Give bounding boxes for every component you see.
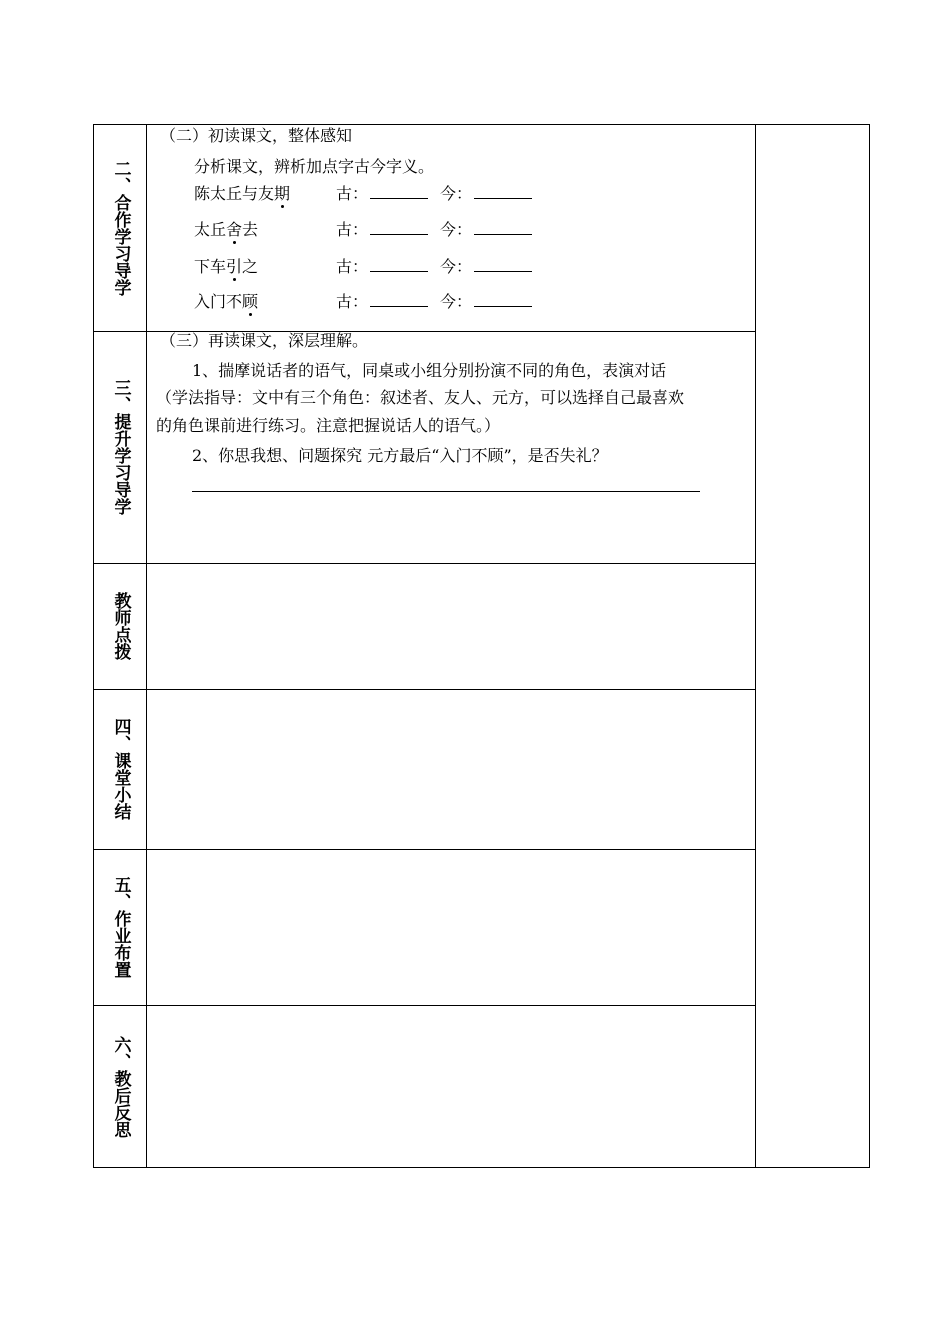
section-label-summary: 四、课堂小结 [110, 718, 131, 820]
vocab-item: 陈太丘与友期 古： 今： [194, 184, 532, 203]
modern-blank[interactable] [474, 257, 532, 272]
section-label-teacher-guidance: 教师点拨 [110, 592, 131, 660]
ancient-blank[interactable] [370, 292, 428, 307]
modern-label: 今： [440, 257, 473, 276]
answer-line[interactable] [192, 491, 700, 492]
lesson-plan-table [93, 124, 870, 1168]
vocab-item: 太丘舍去 古： 今： [194, 220, 532, 239]
vocab-item: 入门不顾 古： 今： [194, 292, 532, 311]
section3-guidance: （学法指导：文中有三个角色：叙述者、友人、元方，可以选择自己最喜欢 [156, 388, 685, 407]
section-label-homework: 五、作业布置 [110, 876, 131, 978]
notes-column[interactable] [756, 125, 869, 1167]
dotted-char: 顾 [242, 292, 259, 311]
ancient-blank[interactable] [370, 257, 428, 272]
ancient-label: 古： [336, 184, 369, 203]
ancient-blank[interactable] [370, 220, 428, 235]
homework-cell[interactable] [146, 849, 756, 1005]
ancient-label: 古： [336, 257, 369, 276]
modern-label: 今： [440, 220, 473, 239]
section3-task1: 1、揣摩说话者的语气，同桌或小组分别扮演不同的角色，表演对话 [192, 361, 667, 380]
dotted-char: 期 [274, 184, 291, 203]
section3-guidance-cont: 的角色课前进行练习。注意把握说话人的语气。） [156, 416, 501, 435]
section2-instruction: 分析课文，辨析加点字古今字义。 [194, 157, 435, 176]
modern-blank[interactable] [474, 292, 532, 307]
section3-task2: 2、你思我想、问题探究 元方最后“入门不顾”，是否失礼？ [192, 446, 608, 465]
modern-blank[interactable] [474, 184, 532, 199]
section3-content [146, 331, 756, 563]
dotted-char: 引 [226, 257, 243, 276]
modern-label: 今： [440, 292, 473, 311]
summary-cell[interactable] [146, 689, 756, 849]
teacher-guidance-cell[interactable] [146, 563, 756, 689]
reflection-cell[interactable] [146, 1005, 756, 1168]
section2-heading: （二）初读课文，整体感知 [160, 126, 353, 145]
ancient-blank[interactable] [370, 184, 428, 199]
vocab-item: 下车引之 古： 今： [194, 257, 532, 276]
section-label-cooperative: 二、合作学习导学 [110, 160, 131, 296]
section-label-reflection: 六、教后反思 [110, 1035, 131, 1138]
ancient-label: 古： [336, 220, 369, 239]
modern-blank[interactable] [474, 220, 532, 235]
modern-label: 今： [440, 184, 473, 203]
section2-content [146, 125, 756, 331]
dotted-char: 舍 [226, 220, 243, 239]
section-label-advanced: 三、提升学习导学 [110, 379, 131, 515]
ancient-label: 古： [336, 292, 369, 311]
section3-heading: （三）再读课文，深层理解。 [160, 331, 369, 350]
